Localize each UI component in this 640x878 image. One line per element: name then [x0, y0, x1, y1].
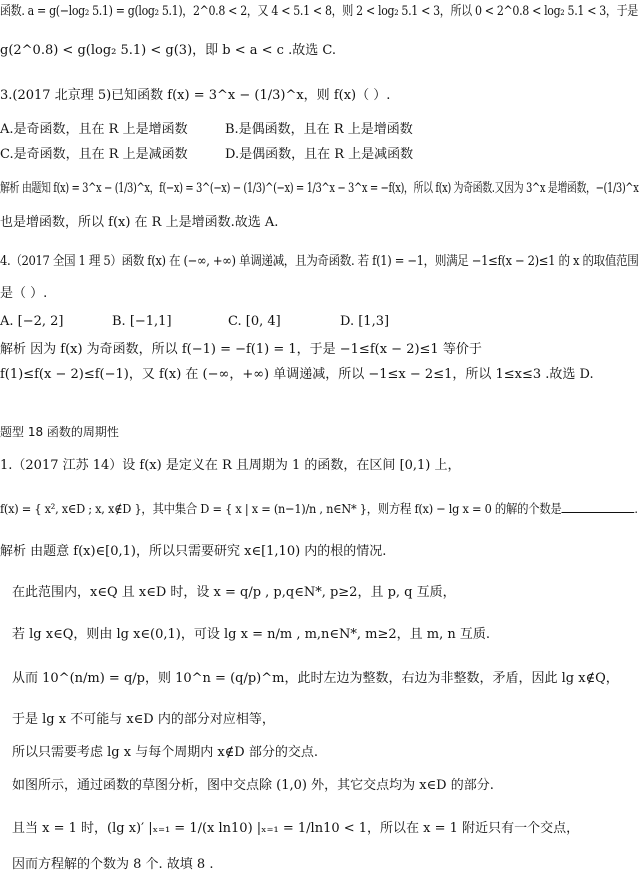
question-4-option-a: A. [−2, 2] — [0, 314, 64, 329]
question-1-stem-text: f(x) = { x², x∈D ; x, x∉D }，其中集合 D = { x | x = (n−1)/n , n∈N* }，则方程 f(x) − lg x = 0 的解的个数是 — [0, 501, 562, 516]
question-1-solution-line-9: 因而方程解的个数为 8 个. 故填 8 . — [12, 857, 214, 872]
question-1-solution-line-1: 解析 由题意 f(x)∈[0,1)，所以只需要研究 x∈[1,10) 内的根的情况. — [0, 544, 387, 559]
prev-solution-line-1: 函数. a = g(−log₂ 5.1) = g(log₂ 5.1)，2^0.8 < 2，又 4 < 5.1 < 8，则 2 < log₂ 5.1 < 3，所以 0 < 2^0.8 < log₂ 5.1 < 3，于是 — [0, 4, 638, 19]
question-4-option-d: D. [1,3] — [340, 314, 390, 329]
question-3-option-a: A.是奇函数，且在 R 上是增函数 — [0, 122, 188, 137]
question-1-stem-line-1: 1.（2017 江苏 14）设 f(x) 是定义在 R 且周期为 1 的函数，在区间 [0,1) 上， — [0, 458, 461, 473]
question-4-solution-line-1: 解析 因为 f(x) 为奇函数，所以 f(−1) = −f(1) = 1，于是 −1≤f(x − 2)≤1 等价于 — [0, 342, 482, 357]
question-1-solution-line-5: 于是 lg x 不可能与 x∈D 内的部分对应相等， — [12, 712, 275, 727]
question-4-stem-line-1: 4.（2017 全国 1 理 5）函数 f(x) 在 (−∞, +∞) 单调递减，且为奇函数. 若 f(1) = −1，则满足 −1≤f(x − 2)≤1 的 x 的取值范围 — [0, 254, 639, 269]
question-3-option-b: B.是偶函数，且在 R 上是增函数 — [225, 122, 413, 137]
question-3-solution-line-1: 解析 由题知 f(x) = 3^x − (1/3)^x，f(−x) = 3^(−x) − (1/3)^(−x) = 1/3^x − 3^x = −f(x)，所以 f(x) 为奇函数.又因为 3^x 是增函数，−(1/3)^x — [0, 181, 639, 196]
question-1-solution-line-3: 若 lg x∈Q，则由 lg x∈(0,1)，可设 lg x = n/m , m,n∈N*, m≥2，且 m, n 互质. — [12, 627, 491, 642]
question-3-option-d: D.是偶函数，且在 R 上是减函数 — [225, 147, 414, 162]
question-1-solution-line-7: 如图所示，通过函数的草图分析，图中交点除 (1,0) 外，其它交点均为 x∈D 的部分. — [12, 778, 494, 793]
question-1-solution-line-6: 所以只需要考虑 lg x 与每个周期内 x∉D 部分的交点. — [12, 745, 318, 760]
question-4-option-c: C. [0, 4] — [228, 314, 281, 329]
question-3-solution-line-2: 也是增函数，所以 f(x) 在 R 上是增函数.故选 A. — [0, 215, 279, 230]
question-4-stem-line-2: 是（ ）. — [0, 286, 48, 301]
section-heading: 题型 18 函数的周期性 — [0, 425, 119, 439]
prev-solution-line-2: g(2^0.8) < g(log₂ 5.1) < g(3)，即 b < a < c .故选 C. — [0, 43, 336, 58]
question-4-option-b: B. [−1,1] — [112, 314, 172, 329]
answer-blank — [562, 500, 635, 513]
question-1-stem-line-2 — [0, 500, 638, 518]
question-1-stem-end: . — [634, 501, 638, 516]
question-3-option-c: C.是奇函数，且在 R 上是减函数 — [0, 147, 188, 162]
question-3-stem: 3.(2017 北京理 5)已知函数 f(x) = 3^x − (1/3)^x，则 f(x)（ ）. — [0, 88, 391, 103]
question-1-solution-line-8: 且当 x = 1 时，(lg x)′ |ₓ₌₁ = 1/(x ln10) |ₓ₌₁ = 1/ln10 < 1，所以在 x = 1 附近只有一个交点， — [12, 821, 580, 836]
question-1-solution-line-4: 从而 10^(n/m) = q/p，则 10^n = (q/p)^m，此时左边为整数，右边为非整数，矛盾，因此 lg x∉Q， — [12, 671, 619, 686]
question-1-solution-line-2: 在此范围内，x∈Q 且 x∈D 时，设 x = q/p , p,q∈N*, p≥2，且 p, q 互质， — [12, 585, 456, 600]
question-4-solution-line-2: f(1)≤f(x − 2)≤f(−1)，又 f(x) 在 (−∞，+∞) 单调递减，所以 −1≤x − 2≤1，所以 1≤x≤3 .故选 D. — [0, 367, 594, 382]
